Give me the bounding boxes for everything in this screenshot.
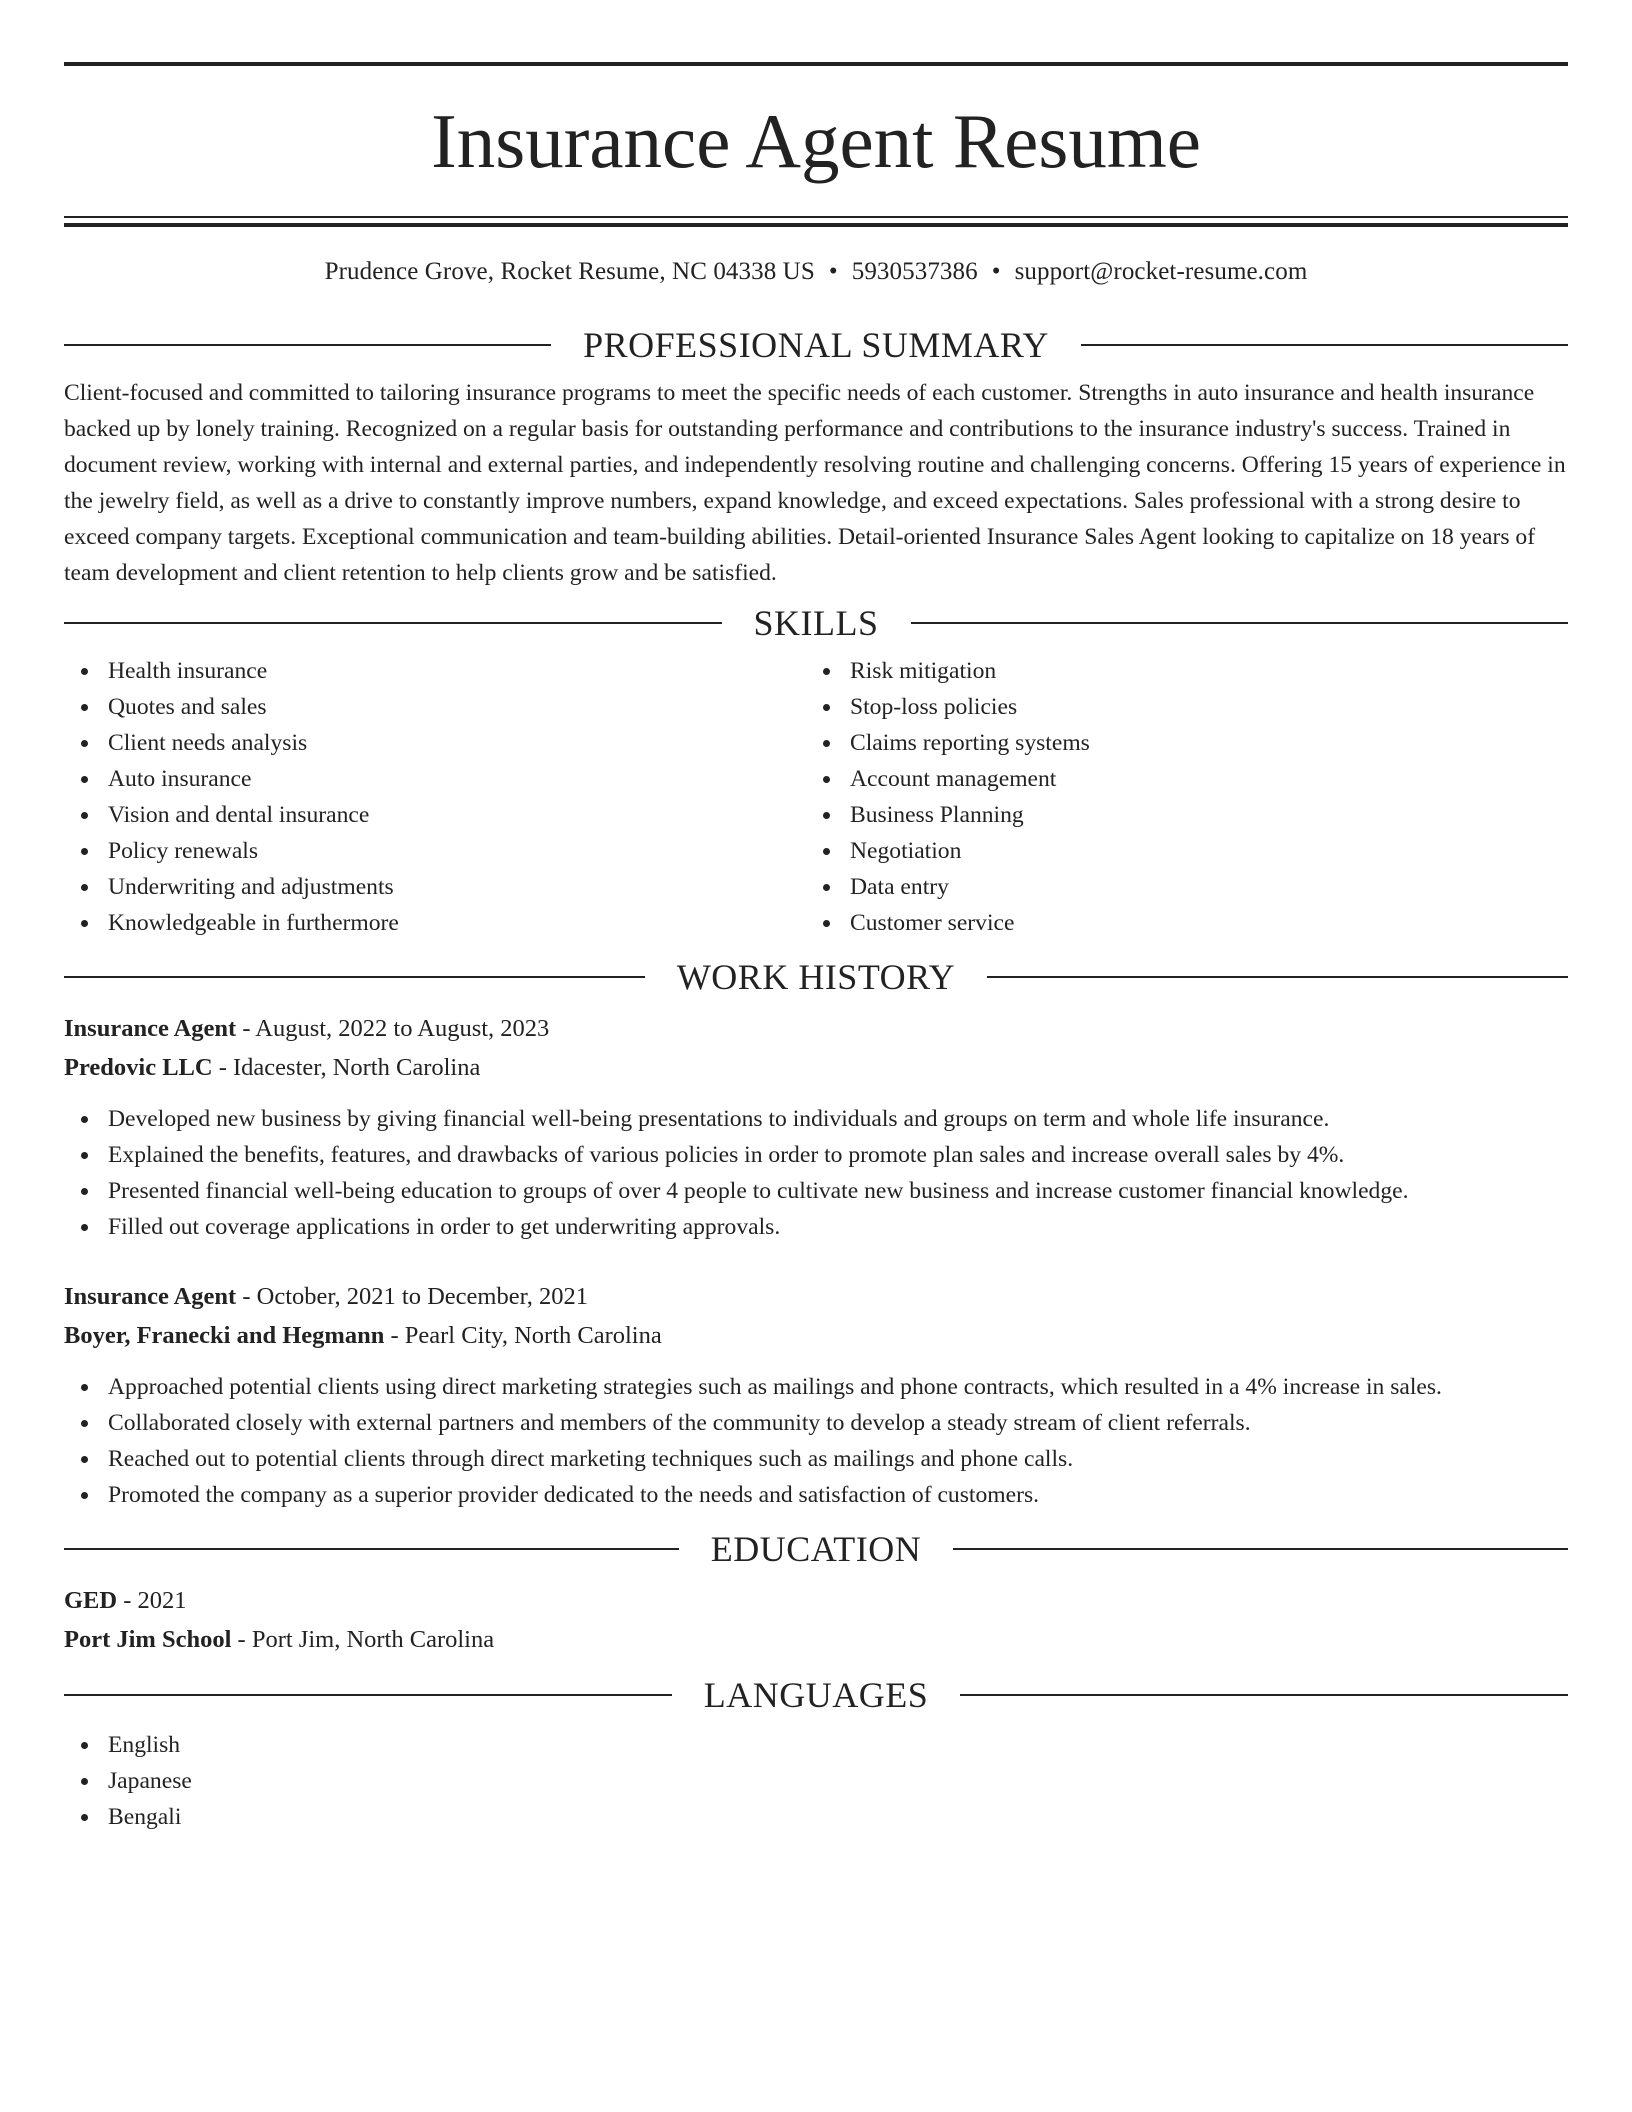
summary-text: Client-focused and committed to tailoring insurance programs to meet the specific needs of each customer. Strengths in auto insurance and health insurance backed up by lonely training. Recognized on a regular basis for outstanding performance and contributions to the insurance industry's success. Trained in document review, working with internal and external parties, and independently resolving routine and challenging concerns. Offering 15 years of experience in the jewelry field, as well as a drive to constantly improve numbers, expand knowledge, and exceed expectations. Sales professional with a strong desire to exceed company targets. Exceptional communication and team-building abilities. Detail-oriented Insurance Sales Agent looking to capitalize on 18 years of team development and client retention to help clients grow and be satisfied. — [64, 380, 1566, 586]
dash: - — [236, 1283, 257, 1310]
heading-rule — [987, 976, 1568, 978]
heading-rule — [64, 622, 722, 624]
skill-item: Data entry — [806, 869, 1548, 905]
skills-list-left — [64, 653, 806, 941]
job-bullet: Explained the benefits, features, and drawbacks of various policies in order to promote plan sales and increase overall sales by 4%. — [64, 1137, 1568, 1173]
section-title: WORK HISTORY — [676, 957, 956, 997]
skill-item: Vision and dental insurance — [64, 797, 806, 833]
education-degree-line — [64, 1581, 1568, 1620]
title-double-rule — [64, 216, 1568, 227]
job-bullet: Approached potential clients using direct marketing strategies such as mailings and phone contracts, which resulted in a 4% increase in sales. — [64, 1369, 1568, 1405]
job-bullet: Developed new business by giving financial well-being presentations to individuals and groups on term and whole life insurance. — [64, 1101, 1568, 1137]
job-dates: August, 2022 to August, 2023 — [255, 1015, 550, 1042]
skill-item: Business Planning — [806, 797, 1548, 833]
job-bullet: Promoted the company as a superior provider dedicated to the needs and satisfaction of customers. — [64, 1477, 1568, 1513]
skill-item: Negotiation — [806, 833, 1548, 869]
job-title-line — [64, 1277, 1568, 1316]
contact-line — [64, 259, 1568, 287]
education-year: 2021 — [137, 1587, 187, 1614]
resume-page — [64, 62, 1568, 1835]
skill-item: Client needs analysis — [64, 725, 806, 761]
skill-item: Customer service — [806, 905, 1548, 941]
job-entry — [64, 1009, 1568, 1245]
skill-item: Knowledgeable in furthermore — [64, 905, 806, 941]
heading-rule — [953, 1548, 1568, 1550]
skill-item: Health insurance — [64, 653, 806, 689]
job-location: Idacester, North Carolina — [233, 1054, 481, 1081]
skills-heading — [64, 605, 1568, 641]
work-heading — [64, 959, 1568, 995]
contact-phone: 5930537386 — [851, 258, 978, 285]
education-degree: GED — [64, 1587, 118, 1614]
skills-list-right — [806, 653, 1548, 941]
section-title: EDUCATION — [710, 1529, 922, 1569]
heading-rule — [1081, 344, 1568, 346]
language-item: Bengali — [64, 1799, 1568, 1835]
job-company-line — [64, 1316, 1568, 1355]
job-bullet: Collaborated closely with external partners and members of the community to develop a steady stream of client referrals. — [64, 1405, 1568, 1441]
contact-separator: • — [991, 258, 1001, 285]
heading-rule — [64, 1694, 672, 1696]
education-entry — [64, 1581, 1568, 1659]
job-bullets — [64, 1369, 1568, 1513]
job-location: Pearl City, North Carolina — [404, 1322, 662, 1349]
contact-email: support@rocket-resume.com — [1014, 258, 1308, 285]
skill-item: Auto insurance — [64, 761, 806, 797]
job-company-line — [64, 1048, 1568, 1087]
resume-title: Insurance Agent Resume — [431, 98, 1201, 184]
job-entry — [64, 1277, 1568, 1513]
job-bullet: Presented financial well-being education to groups of over 4 people to cultivate new business and increase customer financial knowledge. — [64, 1173, 1568, 1209]
language-item: Japanese — [64, 1763, 1568, 1799]
dash: - — [236, 1015, 256, 1042]
job-bullet: Filled out coverage applications in order to get underwriting approvals. — [64, 1209, 1568, 1245]
education-school-line — [64, 1620, 1568, 1659]
section-title: PROFESSIONAL SUMMARY — [583, 325, 1049, 365]
skill-item: Policy renewals — [64, 833, 806, 869]
job-title: Insurance Agent — [64, 1283, 237, 1310]
skills-grid — [64, 653, 1568, 941]
dash: - — [384, 1322, 405, 1349]
job-dates: October, 2021 to December, 2021 — [256, 1283, 589, 1310]
section-title: SKILLS — [753, 603, 879, 643]
dash: - — [117, 1587, 138, 1614]
languages-list — [64, 1727, 1568, 1835]
heading-rule — [960, 1694, 1568, 1696]
language-item: English — [64, 1727, 1568, 1763]
contact-separator: • — [828, 258, 838, 285]
dash: - — [212, 1054, 234, 1081]
top-rule — [64, 62, 1568, 66]
summary-heading — [64, 327, 1568, 363]
heading-rule — [64, 976, 645, 978]
heading-rule — [64, 344, 551, 346]
education-school: Port Jim School — [64, 1626, 232, 1653]
heading-rule — [911, 622, 1569, 624]
dash: - — [231, 1626, 252, 1653]
job-bullets — [64, 1101, 1568, 1245]
languages-heading — [64, 1677, 1568, 1713]
skill-item: Account management — [806, 761, 1548, 797]
education-heading — [64, 1531, 1568, 1567]
skill-item: Risk mitigation — [806, 653, 1548, 689]
education-location: Port Jim, North Carolina — [251, 1626, 495, 1653]
contact-address: Prudence Grove, Rocket Resume, NC 04338 US — [324, 258, 815, 285]
skill-item: Claims reporting systems — [806, 725, 1548, 761]
skill-item: Stop-loss policies — [806, 689, 1548, 725]
heading-rule — [64, 1548, 679, 1550]
section-title: LANGUAGES — [703, 1675, 929, 1715]
skill-item: Underwriting and adjustments — [64, 869, 806, 905]
job-bullet: Reached out to potential clients through direct marketing techniques such as mailings and phone calls. — [64, 1441, 1568, 1477]
skill-item: Quotes and sales — [64, 689, 806, 725]
job-company: Predovic LLC — [64, 1054, 213, 1081]
job-company: Boyer, Franecki and Hegmann — [64, 1322, 385, 1349]
job-title-line — [64, 1009, 1568, 1048]
job-title: Insurance Agent — [64, 1015, 237, 1042]
